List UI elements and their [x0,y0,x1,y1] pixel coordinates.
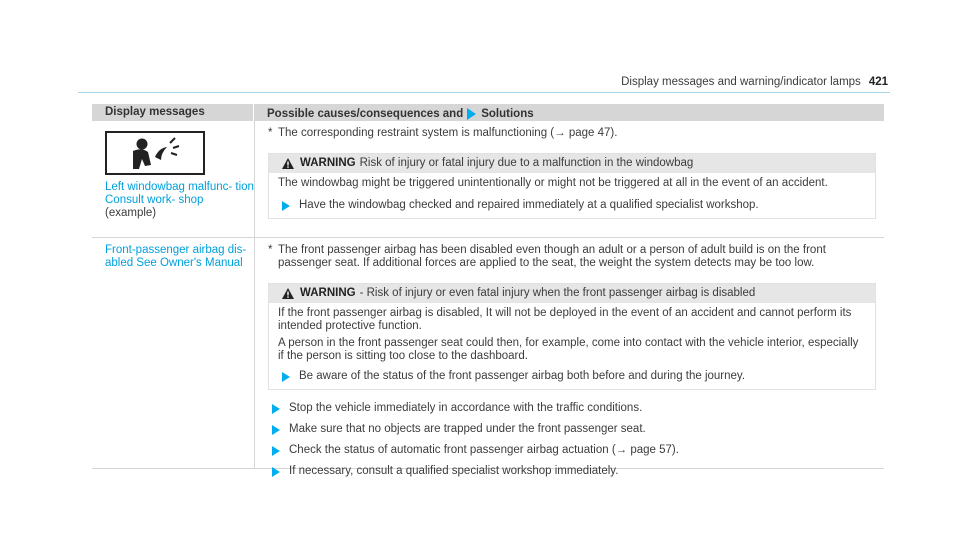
action-text: If necessary, consult a qualified specialist workshop immediately. [289,465,619,477]
message-cell [92,238,254,468]
warning-body [269,173,875,218]
warning-body [269,303,875,389]
warning-title: - Risk of injury or even fatal injury when the front passenger airbag is disabled [359,287,756,299]
arrow-bullet-icon [282,201,290,211]
arrow-bullet-icon [272,404,280,414]
action-item [268,444,876,457]
action-item [268,423,876,436]
arrow-bullet-icon [282,372,290,382]
display-message-text [105,181,254,220]
arrow-bullet-icon [272,425,280,435]
header-causes-solutions [254,104,884,121]
page-number: 421 [868,76,888,88]
table-row [92,121,884,238]
action-text: Check the status of automatic front passenger airbag actuation (→ page 57). [289,444,679,456]
airbag-warning-icon [105,131,205,175]
action-text: Make sure that no objects are trapped under the front passenger seat. [289,423,646,435]
warning-action-text: Have the windowbag checked and repaired immediately at a qualified specialist workshop. [299,199,759,211]
running-head-title: Display messages and warning/indicator lamps [621,76,861,88]
warning-title: Risk of injury or fatal injury due to a malfunction in the windowbag [359,157,694,169]
header-causes-text: Possible causes/consequences and [267,107,464,120]
warning-bar [269,284,875,303]
header-display-messages: Display messages [92,104,254,121]
solution-arrow-icon [467,108,476,120]
table-row [92,238,884,477]
cause-note: * The corresponding restraint system is malfunctioning (→ page 47). [268,127,618,139]
warning-body-text: The windowbag might be triggered unintentionally or might not be triggered at all in the event of an accident. [278,177,828,189]
running-head [621,76,888,88]
warning-body-text: A person in the front passenger seat could then, for example, come into contact with the vehicle interior, especially if the person is sitting too close to the dashboard. [278,337,859,362]
display-message-blue: Left windowbag malfunc- tion Consult work- shop [105,181,254,206]
causes-cell [254,238,884,477]
display-messages-table [92,104,884,477]
warning-label: WARNING [300,157,356,169]
warning-bar [269,154,875,173]
arrow-bullet-icon [272,446,280,456]
action-text: Stop the vehicle immediately in accordance with the traffic conditions. [289,402,643,414]
header-rule [78,92,890,93]
warning-triangle-icon [282,158,294,169]
warning-action [278,199,867,212]
warning-triangle-icon [282,288,294,299]
warning-box [268,283,876,390]
message-cell [92,121,254,237]
warning-label: WARNING [300,287,356,299]
cause-note: * The front passenger airbag has been disabled even though an adult or a person of adult build is on the front passenger seat. If additional forces are applied to the seat, the weight the system detects may be too low. [268,244,876,270]
warning-box [268,153,876,219]
header-solutions-text: Solutions [481,107,534,120]
warning-action-text: Be aware of the status of the front passenger airbag both before and during the journey. [299,370,746,382]
action-item [268,402,876,415]
warning-body-text: If the front passenger airbag is disabled, It will not be deployed in the event of an accident and cannot perform its intended protective function. [278,307,852,332]
display-message-blue: Front-passenger airbag dis- abled See Owner's Manual [105,244,247,269]
display-message-suffix: (example) [105,207,157,219]
cause-note-text: The corresponding restraint system is malfunctioning (→ page 47). [278,127,618,139]
action-item [268,465,876,478]
warning-action [278,370,867,383]
arrow-bullet-icon [272,467,280,477]
cause-note-text: The front passenger airbag has been disabled even though an adult or a person of adult build is on the front passenger seat. If additional forces are applied to the seat, the weight the system detects may be too low. [278,244,826,269]
table-header [92,104,884,121]
causes-cell [254,121,884,237]
